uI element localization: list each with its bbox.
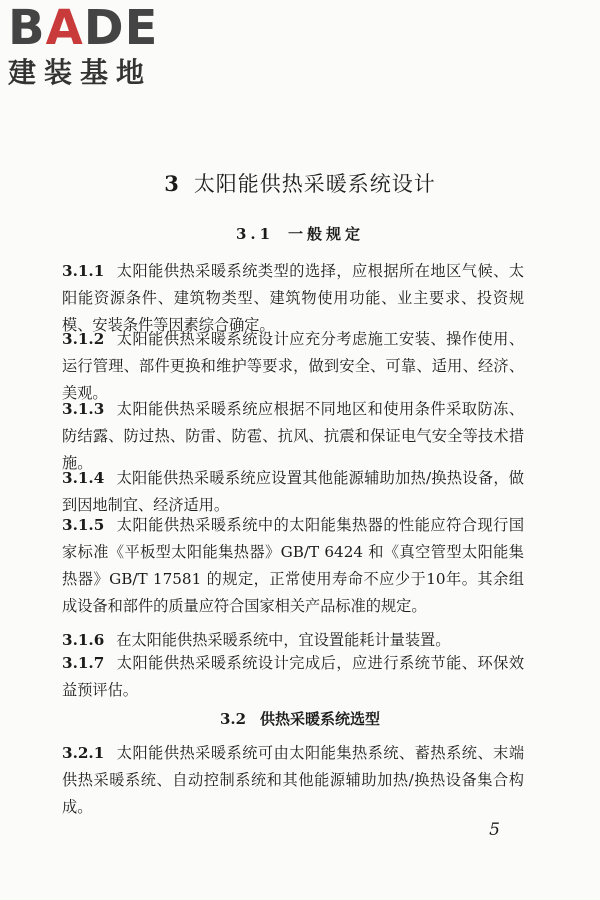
clause-text: 太阳能供热采暖系统应根据不同地区和使用条件采取防冻、防结露、防过热、防雷、防雹、抗风、抗震和保证电气安全等技术措施。	[62, 400, 524, 472]
clause-3-1-7	[62, 650, 524, 704]
logo-letter-a: A	[45, 0, 84, 56]
logo-subtitle: 建装基地	[8, 56, 153, 89]
page-number: 5	[489, 820, 500, 840]
clause-number: 3.1.1	[62, 262, 105, 280]
clause-3-1-4	[62, 465, 524, 519]
clause-number: 3.1.3	[62, 400, 105, 418]
clause-text: 太阳能供热采暖系统设计完成后，应进行系统节能、环保效益预评估。	[62, 654, 524, 699]
clause-number: 3.2.1	[62, 744, 105, 762]
section-title-text: 一般规定	[288, 225, 365, 243]
section-number: 3.2	[219, 710, 247, 728]
clause-number: 3.1.7	[62, 654, 105, 672]
clause-text: 在太阳能供热采暖系统中，宜设置能耗计量装置。	[116, 631, 451, 649]
logo-letters-de: DE	[83, 0, 159, 56]
section-title-3-1	[0, 223, 600, 245]
clause-number: 3.1.6	[62, 631, 105, 649]
section-number: 3.1	[235, 225, 275, 243]
clause-text: 太阳能供热采暖系统设计应充分考虑施工安装、操作使用、运行管理、部件更换和维护等要求，做到安全、可靠、适用、经济、美观。	[62, 330, 524, 402]
section-title-text: 供热采暖系统选型	[260, 710, 381, 728]
chapter-number: 3	[164, 171, 180, 196]
clause-text: 太阳能供热采暖系统应设置其他能源辅助加热/换热设备，做到因地制宜、经济适用。	[62, 469, 524, 514]
clause-number: 3.1.4	[62, 469, 105, 487]
clause-3-1-5	[62, 512, 524, 620]
clause-3-1-2	[62, 326, 524, 407]
clause-text: 太阳能供热采暖系统类型的选择，应根据所在地区气候、太阳能资源条件、建筑物类型、建筑物使用功能、业主要求、投资规模、安装条件等因素综合确定。	[62, 262, 524, 334]
clause-number: 3.1.2	[62, 330, 105, 348]
bade-logo	[8, 2, 178, 90]
clause-text: 太阳能供热采暖系统中的太阳能集热器的性能应符合现行国家标准《平板型太阳能集热器》GB/T 6424 和《真空管型太阳能集热器》GB/T 17581 的规定，正常使用寿命不应少于10年。其余组成设备和部件的质量应符合国家相关产品标准的规定。	[62, 516, 524, 615]
section-title-3-2	[0, 708, 600, 730]
clause-text: 太阳能供热采暖系统可由太阳能集热系统、蓄热系统、末端供热采暖系统、自动控制系统和其他能源辅助加热/换热设备集合构成。	[62, 744, 524, 816]
logo-letter-b: B	[8, 0, 46, 56]
chapter-title-text: 太阳能供热采暖系统设计	[193, 172, 436, 196]
chapter-title	[0, 170, 600, 198]
clause-3-2-1	[62, 740, 524, 821]
clause-number: 3.1.5	[62, 516, 105, 534]
logo-wordmark	[8, 2, 178, 54]
